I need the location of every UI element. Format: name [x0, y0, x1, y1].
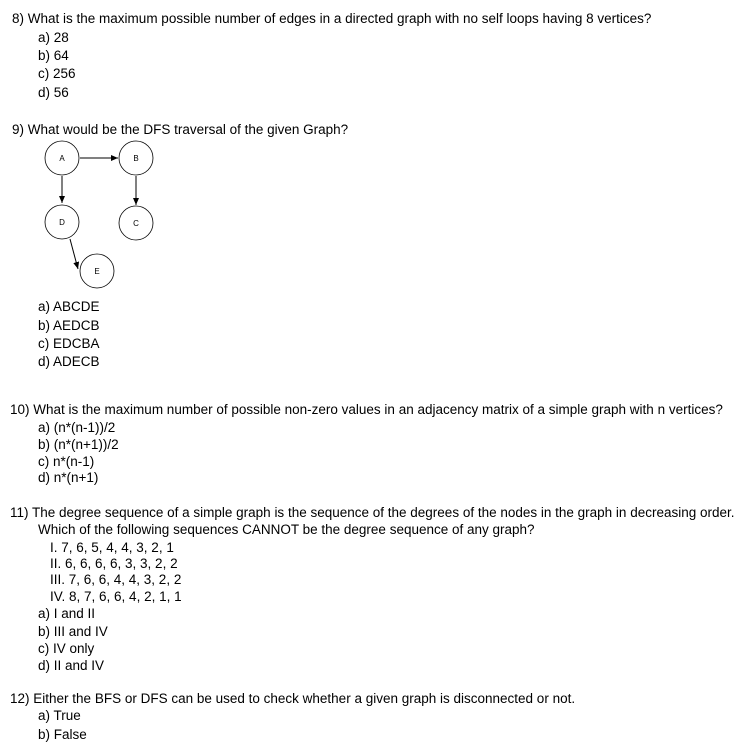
- option-b: b) AEDCB: [38, 318, 100, 333]
- question-number: 9): [12, 122, 25, 137]
- question-number: 11): [10, 505, 29, 520]
- option-a: a) 28: [38, 30, 69, 45]
- option-c: c) EDCBA: [38, 336, 100, 351]
- node-a: [45, 141, 79, 175]
- svg-text:C: C: [133, 219, 139, 228]
- node-d: [45, 205, 79, 239]
- question-text: What would be the DFS traversal of the given Graph?: [27, 122, 349, 137]
- option-b: b) (n*(n+1))/2: [38, 437, 119, 452]
- option-d: d) II and IV: [38, 658, 105, 673]
- option-c: c) 256: [38, 66, 76, 81]
- question-number: 12): [10, 691, 30, 706]
- question-text: What is the maximum number of possible non-zero values in an adjacency matrix of a simple graph with n vertices?: [33, 402, 723, 417]
- option-b: b) III and IV: [38, 624, 108, 639]
- question-12: [10, 690, 575, 707]
- graph-diagram: [40, 140, 180, 290]
- node-c: [119, 206, 153, 240]
- question-11: [10, 504, 735, 521]
- question-9: [12, 121, 348, 138]
- option-d: d) 56: [38, 85, 69, 100]
- question-number: 10): [10, 402, 30, 417]
- question-number: 8): [12, 11, 25, 26]
- question-text: Either the BFS or DFS can be used to check whether a given graph is disconnected or not.: [33, 691, 576, 706]
- question-8: [12, 10, 651, 27]
- option-a: a) True: [38, 708, 81, 723]
- node-e: [80, 254, 114, 288]
- option-c: c) IV only: [38, 641, 95, 656]
- sequence-iv: IV. 8, 7, 6, 6, 4, 2, 1, 1: [50, 589, 182, 604]
- question-10: [10, 401, 723, 418]
- question-text-continued: Which of the following sequences CANNOT be the degree sequence of any graph?: [38, 522, 535, 537]
- option-c: c) n*(n-1): [38, 454, 95, 469]
- edge-d-e: [70, 239, 78, 269]
- sequence-ii: II. 6, 6, 6, 6, 3, 3, 2, 2: [50, 556, 178, 571]
- svg-text:E: E: [94, 267, 100, 276]
- question-text: The degree sequence of a simple graph is the sequence of the degrees of the nodes in the graph in decreasing order.: [32, 505, 735, 520]
- option-a: a) (n*(n-1))/2: [38, 420, 116, 435]
- svg-text:D: D: [59, 218, 65, 227]
- sequence-iii: III. 7, 6, 6, 4, 4, 3, 2, 2: [50, 572, 182, 587]
- svg-text:A: A: [59, 154, 65, 163]
- option-b: b) 64: [38, 48, 69, 63]
- option-a: a) I and II: [38, 606, 96, 621]
- option-d: d) ADECB: [38, 354, 100, 369]
- question-text: What is the maximum possible number of edges in a directed graph with no self loops having 8 vertices?: [27, 11, 652, 26]
- sequence-i: I. 7, 6, 5, 4, 4, 3, 2, 1: [50, 540, 174, 555]
- node-b: [119, 141, 153, 175]
- option-b: b) False: [38, 727, 87, 742]
- option-d: d) n*(n+1): [38, 470, 99, 485]
- svg-text:B: B: [133, 154, 139, 163]
- option-a: a) ABCDE: [38, 299, 100, 314]
